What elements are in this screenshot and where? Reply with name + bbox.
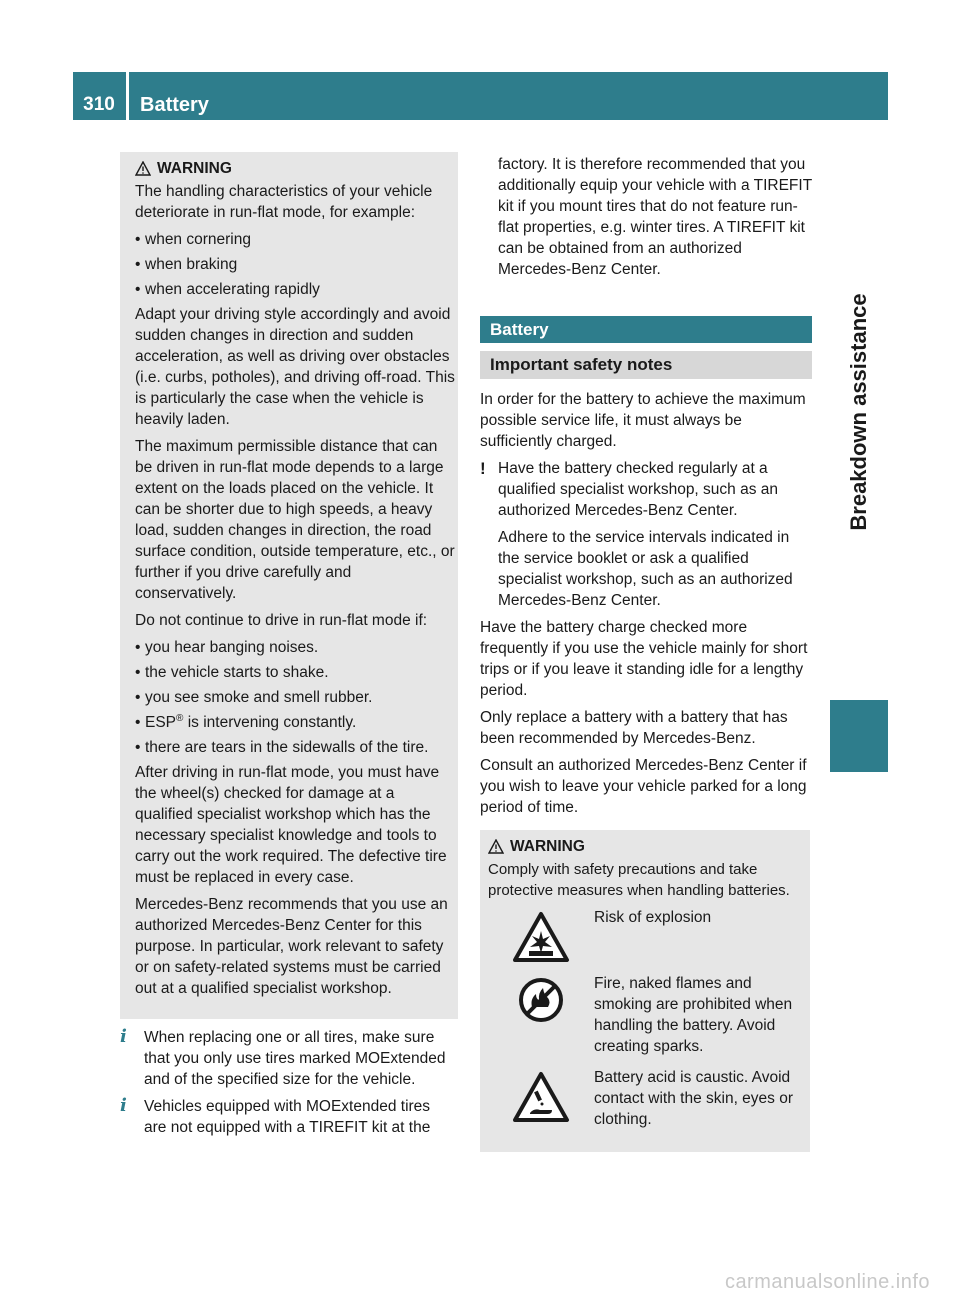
warning-paragraph: Mercedes-Benz recommends that you use an authorized Mercedes-Benz Center for this purpose. In particular, work relevant to safety or on safety-related systems must be carried out at a qualified specialist workshop.	[135, 896, 448, 997]
list-item: • you hear banging noises.	[135, 637, 455, 658]
no-fire-icon	[518, 977, 564, 1023]
left-column	[120, 158, 455, 1144]
warning-triangle-icon	[488, 839, 504, 854]
warning-paragraph: Do not continue to drive in run-flat mode if:	[135, 612, 428, 629]
registered-mark: ®	[176, 712, 184, 724]
warning-paragraph: The handling characteristics of your vehicle deteriorate in run-flat mode, for example:	[135, 183, 433, 221]
warning-paragraph: The maximum permissible distance that can be driven in run-flat mode depends to a large extent on the loads placed on the vehicle. It can be shorter due to high speeds, a heavy load, sudden changes in direction, the road surface condition, outside temperature, etc., or further if you drive carefully and conservatively.	[135, 438, 455, 602]
esp-rest: is intervening constantly.	[183, 714, 357, 731]
hazard-row	[488, 907, 802, 963]
right-column	[480, 154, 812, 1152]
watermark: carmanualsonline.info	[724, 1271, 930, 1293]
paragraph: Consult an authorized Mercedes-Benz Center if you wish to leave your vehicle parked for a long period of time.	[480, 757, 807, 816]
info-text: Vehicles equipped with MOExtended tires are not equipped with a TIREFIT kit at the	[144, 1098, 431, 1136]
page-number: 310	[83, 94, 115, 115]
hazard-text: Fire, naked flames and smoking are prohibited when handling the battery. Avoid creating sparks.	[594, 975, 793, 1055]
warning-title: WARNING	[510, 838, 585, 855]
info-text: When replacing one or all tires, make sure that you only use tires marked MOExtended and of the specified size for the vehicle.	[144, 1029, 446, 1088]
paragraph: In order for the battery to achieve the maximum possible service life, it must always be sufficiently charged.	[480, 391, 806, 450]
side-tab-label: Breakdown assistance	[846, 293, 871, 531]
list-item: • the vehicle starts to shake.	[135, 662, 455, 683]
hazard-row	[488, 973, 802, 1057]
warning-paragraph: Adapt your driving style accordingly and avoid sudden changes in direction and sudden acceleration, as well as driving over obstacles (i.e. curbs, potholes), and driving off-road. This is particularly the case when the vehicle is heavily laden.	[135, 306, 455, 428]
warning-title: WARNING	[157, 160, 232, 177]
side-tab	[830, 132, 888, 692]
page-title: Battery	[140, 94, 209, 116]
paragraph: Only replace a battery with a battery that has been recommended by Mercedes-Benz.	[480, 709, 788, 747]
list-item: • when accelerating rapidly	[135, 279, 455, 300]
hazard-text: Battery acid is caustic. Avoid contact with the skin, eyes or clothing.	[594, 1069, 794, 1128]
warning-heading	[135, 158, 455, 179]
info-icon: i	[120, 1095, 127, 1116]
notice-text: Have the battery checked regularly at a qualified specialist workshop, such as an authorized Mercedes-Benz Center.	[498, 460, 779, 519]
notice-text: Adhere to the service intervals indicated in the service booklet or ask a qualified specialist workshop, such as an authorized Mercedes-Benz Center.	[498, 529, 793, 609]
info-note	[120, 1096, 455, 1138]
corrosive-warning-icon	[512, 1071, 570, 1123]
list-item-esp	[135, 712, 455, 733]
warning-box-right	[480, 830, 810, 1152]
warning-paragraph: Comply with safety precautions and take protective measures when handling batteries.	[488, 861, 790, 899]
side-tab-marker	[830, 700, 888, 772]
warning-triangle-icon	[135, 161, 151, 176]
list-item: • you see smoke and smell rubber.	[135, 687, 455, 708]
section-heading: Battery	[480, 316, 812, 343]
warning-paragraph: After driving in run-flat mode, you must have the wheel(s) checked for damage at a qualified specialist workshop which has the necessary specialist knowledge and tools to carry out the work required. The defective tire must be replaced in every case.	[135, 764, 447, 886]
warning-heading	[488, 836, 802, 857]
list-item: • when braking	[135, 254, 455, 275]
paragraph: Have the battery charge checked more frequently if you use the vehicle mainly for short trips or if you leave it standing idle for a lengthy period.	[480, 619, 808, 699]
info-note	[120, 1027, 455, 1090]
esp-label: ESP	[145, 714, 177, 731]
info-icon: i	[120, 1026, 127, 1047]
hazard-row	[488, 1067, 802, 1130]
exclamation-icon: !	[480, 459, 486, 478]
header-divider	[126, 72, 129, 120]
explosion-warning-icon	[512, 911, 570, 963]
hazard-text: Risk of explosion	[594, 909, 712, 926]
notice	[480, 458, 812, 611]
subsection-heading: Important safety notes	[480, 351, 812, 379]
list-item: • there are tears in the sidewalls of the tire.	[135, 737, 455, 758]
continuation-paragraph: factory. It is therefore recommended that you additionally equip your vehicle with a TIREFIT kit if you mount tires that do not feature run-flat properties, e.g. winter tires. A TIREFIT kit can be obtained from an authorized Mercedes-Benz Center.	[498, 156, 812, 278]
list-item: • when cornering	[135, 229, 455, 250]
